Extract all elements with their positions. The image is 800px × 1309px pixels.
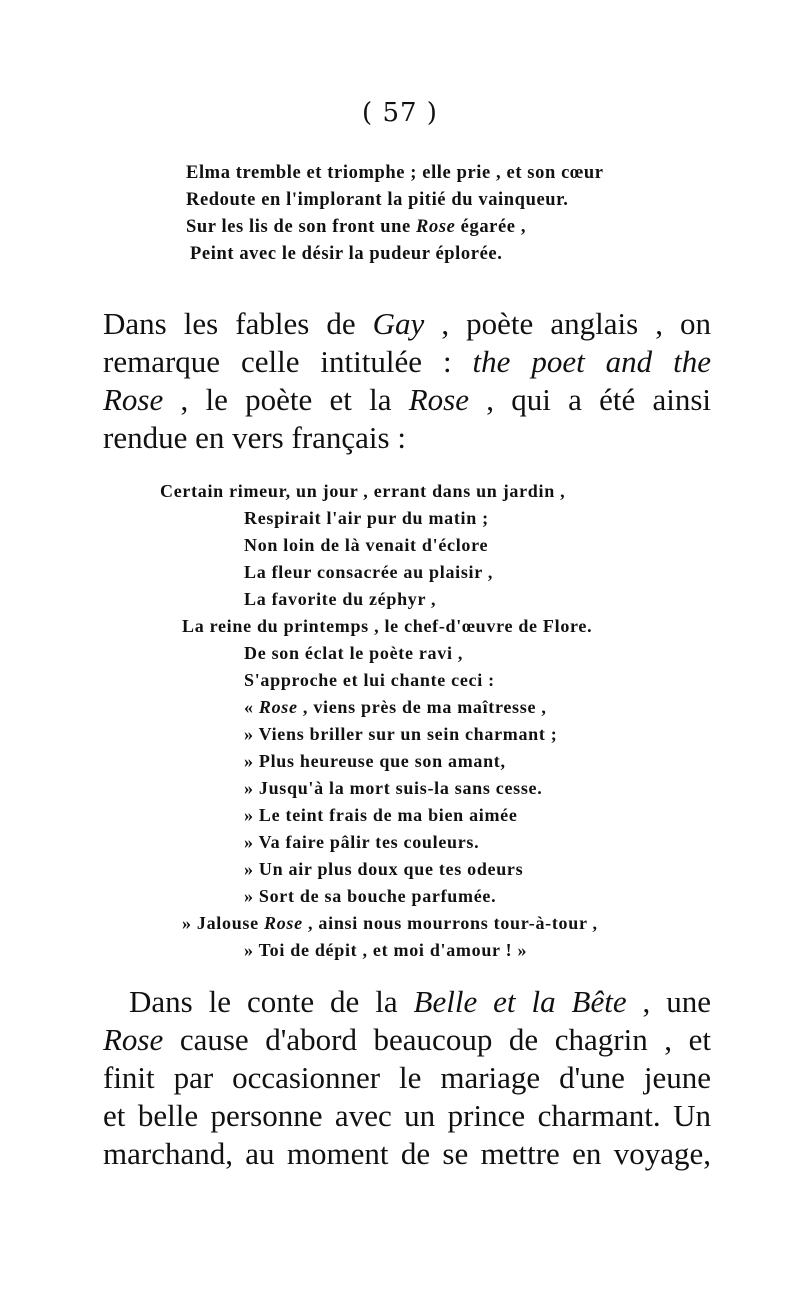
poem-line: » Toi de dépit , et moi d'amour ! » [244,940,528,960]
paragraph-line: marchand, au moment de se mettre en voyage, [103,1136,711,1171]
poem-line: » Le teint frais de ma bien aimée [244,805,518,825]
verse-line: Redoute en l'implorant la pitié du vainqueur. [186,190,569,210]
poem-line: » Un air plus doux que tes odeurs [244,859,524,879]
verse-line: Peint avec le désir la pudeur éplorée. [190,244,503,264]
poem-line: La fleur consacrée au plaisir , [244,562,494,582]
paragraph-line: Rose cause d'abord beaucoup de chagrin , et [103,1022,711,1057]
poem-line: Respirait l'air pur du matin ; [244,508,489,528]
paragraph-line: Rose , le poète et la Rose , qui a été ainsi [103,382,711,417]
paragraph-line: remarque celle intitulée : the poet and the [103,344,711,379]
paragraph-line: finit par occasionner le mariage d'une jeune [103,1060,711,1095]
paragraph-line: et belle personne avec un prince charmant. Un [103,1098,711,1133]
verse-line: Sur les lis de son front une Rose égarée , [186,217,527,237]
page-number: ( 57 ) [362,98,438,128]
poem-line: « Rose , viens près de ma maîtresse , [244,697,547,717]
poem-line: Non loin de là venait d'éclore [244,535,489,555]
poem-line: » Va faire pâlir tes couleurs. [244,832,480,852]
paragraph-belle-et-la-bete [103,983,711,1173]
poem-line: S'approche et lui chante ceci : [244,670,495,690]
poem-line: La reine du printemps , le chef-d'œuvre de Flore. [182,616,593,636]
paragraph-line: Dans le conte de la Belle et la Bête , une [129,984,711,1019]
poem-line: » Jalouse Rose , ainsi nous mourrons tour-à-tour , [182,913,598,933]
poem-line: » Jusqu'à la mort suis-la sans cesse. [244,778,543,798]
paragraph-line: Dans les fables de Gay , poète anglais , on [103,306,711,341]
verse-line: Elma tremble et triomphe ; elle prie , et son cœur [186,163,604,183]
poem-line: » Sort de sa bouche parfumée. [244,886,497,906]
paragraph-gay-fables [103,305,711,457]
poem-line: De son éclat le poète ravi , [244,643,464,663]
poem-line: » Plus heureuse que son amant, [244,751,506,771]
poem-line: La favorite du zéphyr , [244,589,437,609]
paragraph-line: rendue en vers français : [103,420,406,455]
poem-line: Certain rimeur, un jour , errant dans un jardin , [160,481,566,501]
poem-line: » Viens briller sur un sein charmant ; [244,724,558,744]
